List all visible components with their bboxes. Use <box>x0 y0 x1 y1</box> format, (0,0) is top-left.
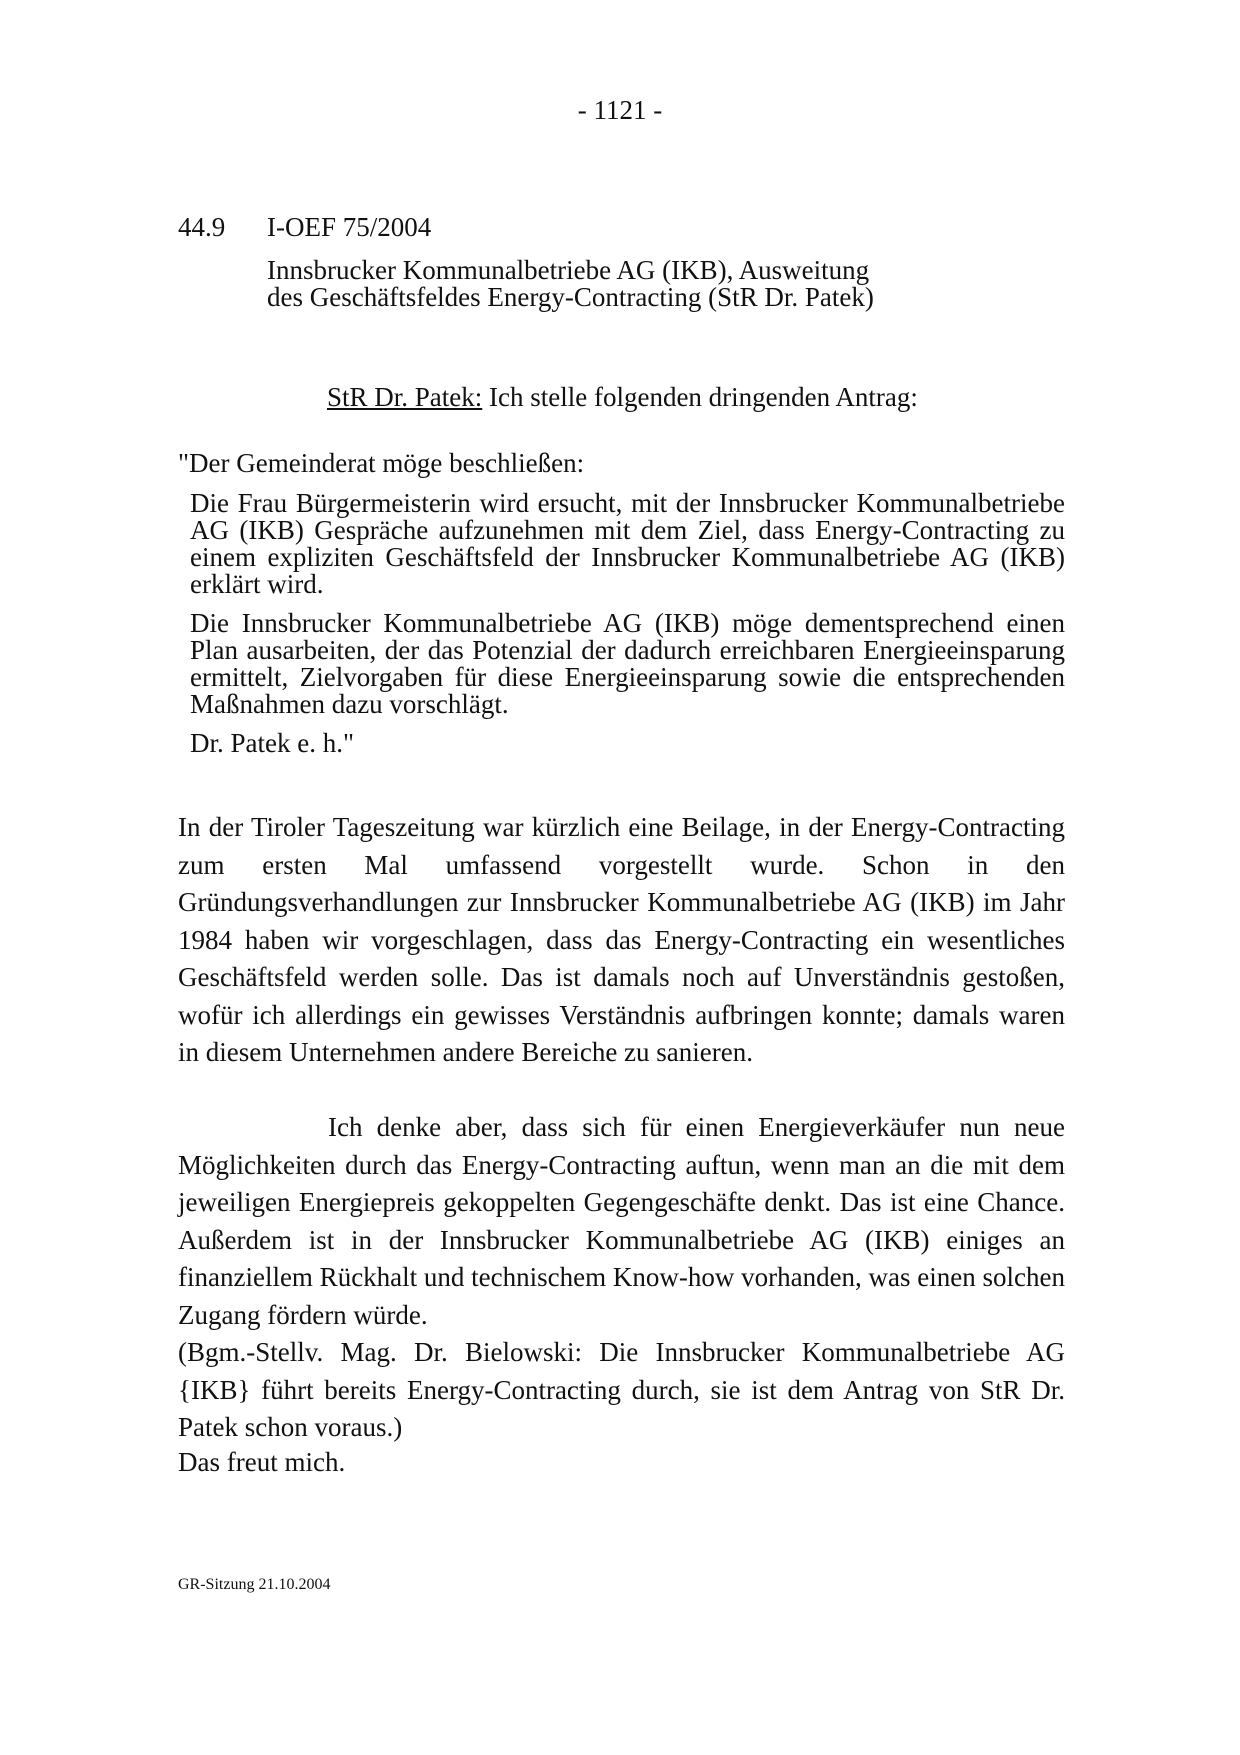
agenda-item-number: 44.9 <box>178 212 226 242</box>
motion-paragraph: Die Innsbrucker Kommunalbetriebe AG (IKB) möge dementsprechend einen Plan ausarbeiten, der das Potenzial der dadurch erreichbaren Energieeinsparung ermittelt, Zielvorgaben für diese Energieeinsparung sowie die entsprechenden Maßnahmen dazu vorschlägt. <box>190 608 1065 719</box>
speech-paragraph: Ich denke aber, dass sich für einen Energieverkäufer nun neue Möglichkeiten durch das Energy-Contracting auftun, wenn man an die mit dem jeweiligen Energiepreis gekoppelten Gegengeschäfte denkt. Das ist eine Chance. Außerdem ist in der Innsbrucker Kommunalbetriebe AG (IKB) einiges an finanziellem Rückhalt und technischem Know-how vorhanden, was einen solchen Zugang fördern würde. <box>178 1112 1065 1330</box>
agenda-item-code: I-OEF 75/2004 <box>267 212 432 242</box>
interjection: (Bgm.-Stellv. Mag. Dr. Bielowski: Die Innsbrucker Kommunalbetriebe AG {IKB} führt bereits Energy-Contracting durch, sie ist dem Antrag von StR Dr. Patek schon voraus.) <box>178 1337 1065 1442</box>
motion-opening: "Der Gemeinderat möge beschließen: <box>178 448 585 478</box>
footer-session: GR-Sitzung 21.10.2004 <box>178 1576 331 1593</box>
motion-paragraph: Die Frau Bürgermeisterin wird ersucht, mit der Innsbrucker Kommunalbetriebe AG (IKB) Gespräche aufzunehmen mit dem Ziel, dass Energy-Contracting zu einem expliziten Geschäftsfeld der Innsbrucker Kommunalbetriebe AG (IKB) erklärt wird. <box>190 488 1065 599</box>
page-number: - 1121 - <box>577 95 663 125</box>
motion-signature: Dr. Patek e. h." <box>190 728 354 758</box>
motion-intro <box>327 382 918 413</box>
agenda-item-title: Innsbrucker Kommunalbetriebe AG (IKB), Ausweitung des Geschäftsfeldes Energy-Contracting (StR Dr. Patek) <box>267 255 874 312</box>
motion-speaker: StR Dr. Patek: <box>327 382 483 412</box>
speech-paragraph: In der Tiroler Tageszeitung war kürzlich eine Beilage, in der Energy-Contracting zum ersten Mal umfassend vorgestellt wurde. Schon in den Gründungsverhandlungen zur Innsbrucker Kommunalbetriebe AG (IKB) im Jahr 1984 haben wir vorgeschlagen, dass das Energy-Contracting ein wesentliches Geschäftsfeld werden solle. Das ist damals noch auf Unverständnis gestoßen, wofür ich allerdings ein gewisses Verständnis aufbringen konnte; damals waren in diesem Unternehmen andere Bereiche zu sanieren. <box>178 812 1065 1067</box>
closing-remark: Das freut mich. <box>178 1447 346 1477</box>
motion-intro-text: Ich stelle folgenden dringenden Antrag: <box>489 382 918 412</box>
